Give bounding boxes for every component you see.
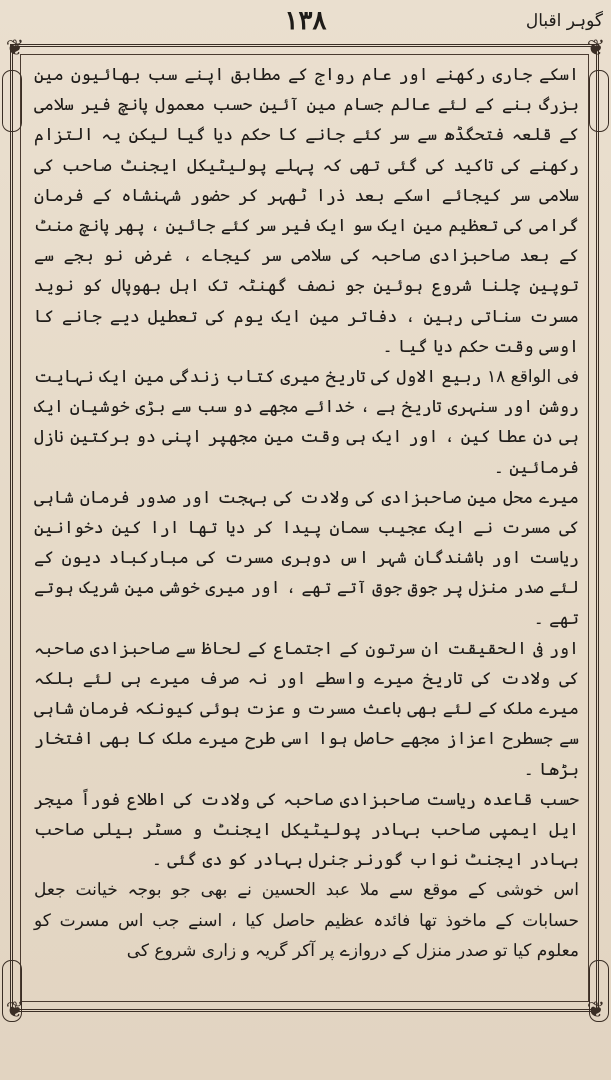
paragraph: اسکے جاری رکھنے اور عام رواج کے مطابق اپنے سب بھائیون مین بزرگ بنے کے لئے عالم جسام مین آئین حسب معمول پانچ فیر سلامی کے قلعہ فتحگڈھ سے سر کئے جانے کا حکم دیا گیا لیکن یہ التزام رکھنے کی تاکید کی گئی تھی کہ پہلے پولیٹیکل ایجنٹ صاحب کی سلامی سر کیجائے اسکے بعد ذرا ٹھہر کر حضور شہنشاہ کے فرمان گرامی کی تعظیم مین ایک سو ایک فیر سر کئے جائین ، پھر پانچ منٹ کے بعد صاحبزادی صاحبہ کی سلامی سر کیجاے ، غرض نو بجے سے توپین چلنا شروع ہوئین جو نصف گھنٹہ تک اہل بھوپال کو نوید مسرت سناتی رہین ، دفاتر مین ایک یوم کی تعطیل دیے جانے کا اوسی وقت حکم دیا گیا ۔: [34, 65, 579, 357]
paragraph: اس خوشی کے موقع سے ملا عبد الحسین نے بھی جو بوجہ خیانت جعل حسابات کے ماخوذ تھا فائدہ عظیم حاصل کیا ، اسنے جب اس مسرت کو معلوم کیا تو صدر منزل کے دروازے پر آکر گریہ و زاری شروع کی: [34, 880, 579, 961]
corner-ornament-icon: ❦: [586, 998, 606, 1023]
corner-ornament-icon: ❦: [5, 36, 25, 61]
border-ornament-icon: [589, 960, 609, 1022]
corner-ornament-icon: ❦: [586, 36, 606, 61]
paragraph: فی الواقع ۱۸ ربیع الاول کی تاریخ میری کتاب زندگی مین ایک نہایت روشن اور سنہری تاریخ ہے ، خدائے مجھے دو سب سے بڑی خوشیان ایک ہی دن عطا کین ، اور ایک ہی وقت مین مجھپر اپنی دو برکتین نازل فرمائین ۔: [34, 367, 579, 478]
paragraph: میرے محل مین صاحبزادی کی ولادت کی بہجت اور صدور فرمان شاہی کی مسرت نے ایک عجیب سمان پیدا کر دیا تھا ارا کین دخوانین ریاست اور باشندگان شہر اس دوہری مسرت کی مبارکباد دیون کے لئے صدر منزل پر جوق جوق آتے تھے ، اور میری خوشی مین شریک ہوتے تھے ۔: [34, 487, 579, 629]
corner-ornament-icon: ❦: [5, 998, 25, 1023]
border-ornament-icon: [2, 70, 22, 132]
running-title: گوہر اقبال: [525, 11, 603, 31]
border-ornament-icon: [589, 70, 609, 132]
paragraph: حسب قاعدہ ریاست صاحبزادی صاحبہ کی ولادت کی اطلاع فوراً میجر ایل ایمپی صاحب بہادر پولیٹیکل ایجنٹ و مسٹر بیلی صاحب بہادر ایجنٹ نواب گورنر جنرل بہادر کو دی گئی ۔: [34, 789, 579, 871]
page-body-text: [34, 60, 579, 1000]
page-number: ۱۳۸: [284, 6, 327, 36]
border-ornament-icon: [2, 960, 22, 1022]
paragraph: اور فی الحقیقت ان سرتون کے اجتماع کے لحاظ سے صاحبزادی صاحبہ کی ولادت کی تاریخ میرے واسطے اور نہ صرف میرے ہی لئے بلکہ میرے ملک کے لئے بھی باعث مسرت و عزت ہوئی کیونکہ فرمان شاہی سے جسطرح اعزاز مجھے حاصل ہوا اسی طرح میرے ملک کا بھی افتخار بڑھا ۔: [34, 638, 579, 780]
